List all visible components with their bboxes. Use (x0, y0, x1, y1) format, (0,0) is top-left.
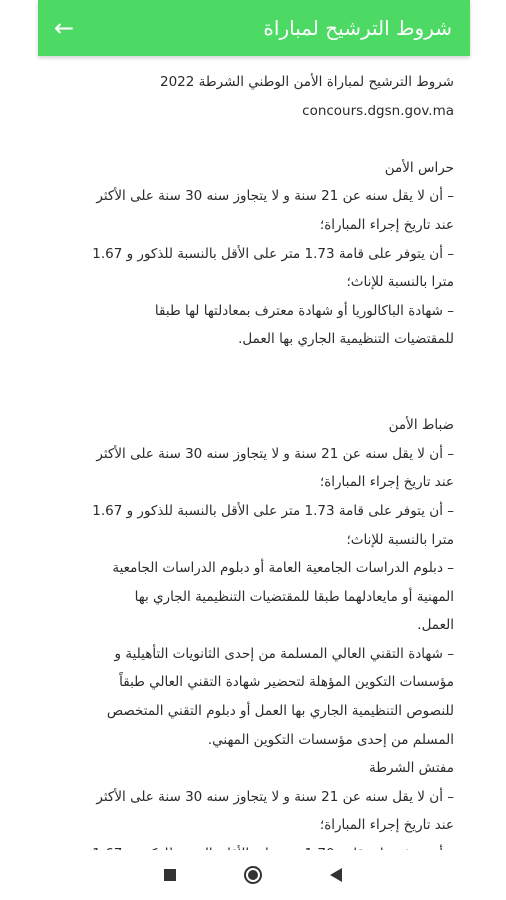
text-line: عند تاريخ إجراء المباراة؛ (319, 817, 454, 834)
text-line: – شهادة الباكالوريا أو شهادة معترف بمعادلتها لها طبقا (154, 302, 454, 319)
text-line: – أن لا يقل سنه عن 21 سنة و لا يتجاوز سنه 30 سنة على الأكثر (96, 188, 454, 205)
text-line: – دبلوم الدراسات الجامعية العامة أو دبلوم الدراسات الجامعية (112, 560, 454, 577)
square-icon (164, 869, 176, 881)
recents-button[interactable] (164, 869, 176, 881)
article-content[interactable] (38, 56, 470, 869)
text-line: حراس الأمن (384, 159, 454, 176)
text-line: مؤسسات التكوين المؤهلة لتحضير شهادة التقني العالي طبقاً (119, 674, 454, 691)
text-line: – شهادة التقني العالي المسلمة من إحدى الثانويات التأهيلية و (114, 645, 454, 662)
app-screen (38, 0, 470, 850)
text-line: مترا بالنسبة للإناث؛ (346, 531, 454, 548)
blank-line (52, 383, 454, 412)
page-title: شروط الترشيح لمباراة (263, 16, 452, 40)
system-nav-bar (0, 850, 506, 900)
text-line: عند تاريخ إجراء المباراة؛ (319, 474, 454, 491)
text-line: ضباط الأمن (388, 417, 454, 434)
text-line: العمل. (417, 617, 454, 634)
text-line: عند تاريخ إجراء المباراة؛ (319, 216, 454, 233)
home-button[interactable] (244, 866, 262, 884)
circle-icon (244, 866, 262, 884)
text-line: شروط الترشيح لمباراة الأمن الوطني الشرطة 2022 (159, 74, 454, 90)
blank-line (52, 125, 454, 154)
text-line: – أن لا يقل سنه عن 21 سنة و لا يتجاوز سنه 30 سنة على الأكثر (96, 445, 454, 462)
nav-back-button[interactable] (330, 868, 342, 882)
text-line: المسلم من إحدى مؤسسات التكوين المهني. (207, 731, 454, 748)
text-line: – أن يتوفر على قامة 1.73 متر على الأقل بالنسبة للذكور و 1.67 (92, 502, 454, 519)
blank-line (52, 354, 454, 383)
text-line: للمقتضيات التنظيمية الجاري بها العمل. (238, 331, 454, 348)
back-arrow-icon[interactable]: ← (54, 14, 75, 42)
app-bar (38, 0, 470, 56)
text-line: – أن يتوفر على قامة 1.73 متر على الأقل بالنسبة للذكور و 1.67 (92, 245, 454, 262)
text-line: مفتش الشرطة (369, 760, 454, 777)
triangle-back-icon (330, 868, 342, 882)
text-line: concours.dgsn.gov.ma (302, 102, 454, 119)
text-line: – أن لا يقل سنه عن 21 سنة و لا يتجاوز سنه 30 سنة على الأكثر (96, 788, 454, 805)
text-line: للنصوص التنظيمية الجاري بها العمل أو دبلوم التقني المتخصص (106, 703, 454, 720)
text-line: المهنية أو مايعادلهما طبقا للمقتضيات التنظيمية الجاري بها (134, 588, 454, 605)
text-line: مترا بالنسبة للإناث؛ (346, 274, 454, 291)
